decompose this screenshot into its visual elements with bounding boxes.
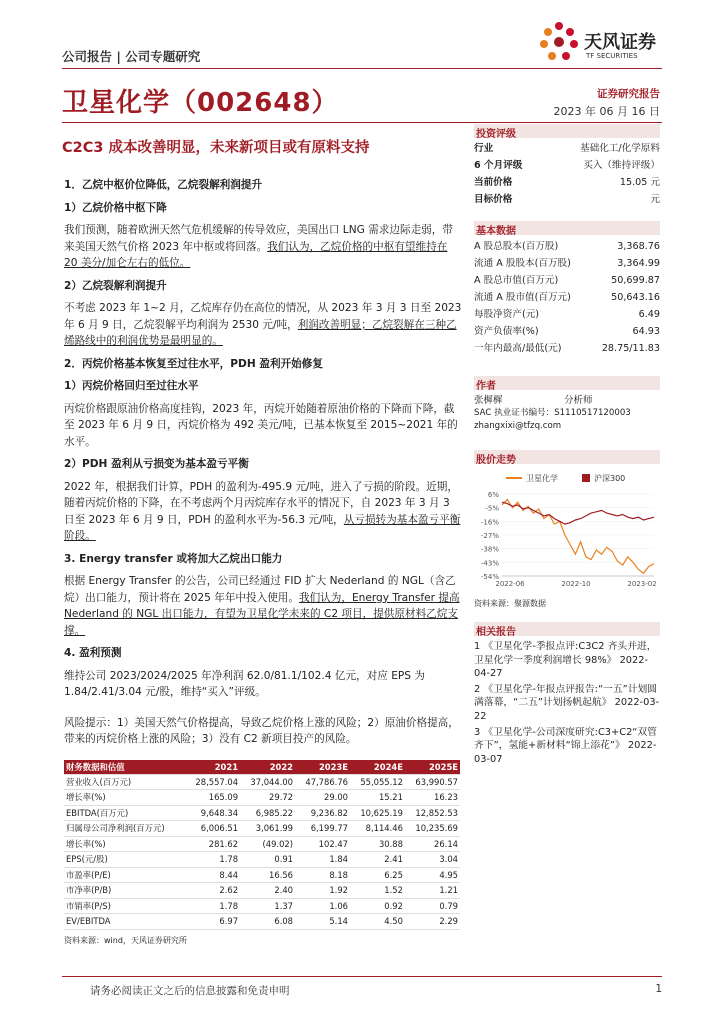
trend-title: 股价走势 <box>474 450 660 464</box>
data-row <box>474 340 660 357</box>
fin-cell: 2.62 <box>185 883 240 899</box>
row-label: 流通 A 股股本(百万股) <box>474 258 571 269</box>
fin-cell: 47,786.76 <box>295 774 350 790</box>
fin-cell: 2.29 <box>405 914 460 930</box>
data-row <box>474 140 660 157</box>
fin-cell: 10,235.69 <box>405 821 460 837</box>
data-row <box>474 323 660 340</box>
fin-cell: EPS(元/股) <box>64 852 185 868</box>
fin-header-cell: 2023E <box>295 760 350 774</box>
fin-cell: 8.44 <box>185 867 240 883</box>
author-name: 张樨樨 <box>474 395 503 406</box>
data-row <box>474 174 660 191</box>
fin-cell: 1.92 <box>295 883 350 899</box>
fin-cell: 1.78 <box>185 852 240 868</box>
row-value: 50,699.87 <box>611 275 660 286</box>
fin-cell: 8,114.46 <box>350 821 405 837</box>
paragraph: 维持公司 2023/2024/2025 年净利润 62.0/81.1/102.4 亿元，对应 EPS 为 1.84/2.41/3.04 元/股，维持“买入”评级。 <box>64 669 425 698</box>
author-sac: SAC 执业证书编号：S1110517120003 <box>474 408 631 418</box>
row-label: 每股净资产(元) <box>474 309 540 320</box>
fin-cell: EV/EBITDA <box>64 914 185 930</box>
series-line <box>502 502 654 524</box>
subsection-heading: 1）乙烷价格中枢下降 <box>64 201 167 214</box>
stock-chart <box>474 468 660 594</box>
fin-cell: EBITDA(百万元) <box>64 805 185 821</box>
report-date: 2023 年 06 月 16 日 <box>553 105 660 118</box>
x-tick-label: 2023-02 <box>627 580 657 588</box>
fin-cell: 8.18 <box>295 867 350 883</box>
paragraph: 丙烷价格跟原油价格高度挂钩，2023 年，丙烷开始随着原油价格的下降而下降，截至 2023 年 6 月 9 日，丙烷价格为 492 美元/吨，已基本恢复至 2015~2021 年的水平。 <box>64 402 458 448</box>
paragraph: 2022 年，根据我们计算，PDH 的盈利为-495.9 元/吨，进入了亏损的阶段。近期，随着丙烷价格的下降，在不考虑两个月丙烷库存水平的情况下，自 2023 年 3 月 3 日至 2023 年 6 月 9 日，PDH 的盈利水平为-56.3 元/吨，从亏损转为基本盈亏平衡阶段。 <box>64 480 461 542</box>
report-type: 证券研究报告 <box>597 88 660 100</box>
rating-title: 投资评级 <box>474 124 660 138</box>
fin-cell: 28,557.04 <box>185 774 240 790</box>
legend-label: 卫星化学 <box>526 474 558 483</box>
row-label: 目标价格 <box>474 194 513 205</box>
fin-cell: 1.06 <box>295 898 350 914</box>
author-block <box>474 394 660 433</box>
data-row <box>474 255 660 272</box>
fin-cell: 3.04 <box>405 852 460 868</box>
row-label: 资产负债率(%) <box>474 326 539 337</box>
fin-header-cell: 2025E <box>405 760 460 774</box>
company-logo <box>534 18 664 68</box>
y-tick-label: -54% <box>480 573 499 581</box>
fin-cell: 16.56 <box>240 867 295 883</box>
table-row <box>64 914 460 930</box>
row-value: 64.93 <box>632 326 660 337</box>
y-tick-label: 6% <box>487 491 499 499</box>
fin-cell: 55,055.12 <box>350 774 405 790</box>
fin-cell: 6,985.22 <box>240 805 295 821</box>
page-title: 卫星化学（002648） <box>62 88 339 118</box>
fin-cell: 5.14 <box>295 914 350 930</box>
fin-cell: 市盈率(P/E) <box>64 867 185 883</box>
y-tick-label: -43% <box>480 559 499 568</box>
report-category: 公司报告 | 公司专题研究 <box>62 49 201 64</box>
table-row <box>64 805 460 821</box>
table-row <box>64 774 460 790</box>
fin-header-cell: 2022 <box>240 760 295 774</box>
fin-cell: 1.78 <box>185 898 240 914</box>
fin-cell: 63,990.57 <box>405 774 460 790</box>
fin-cell: 9,648.34 <box>185 805 240 821</box>
row-value: 基础化工/化学原料 <box>580 143 660 154</box>
financial-table <box>64 760 460 946</box>
section-heading: 3. Energy transfer 或将加大乙烷出口能力 <box>64 552 283 565</box>
fin-cell: 281.62 <box>185 836 240 852</box>
fin-cell: 3,061.99 <box>240 821 295 837</box>
data-row <box>474 157 660 174</box>
logo-text: 天风证券 <box>584 32 656 53</box>
author-email[interactable]: zhangxixi@tfzq.com <box>474 421 562 431</box>
fin-cell: 0.91 <box>240 852 295 868</box>
logo-icon <box>534 18 584 68</box>
row-label: A 股总市值(百万元) <box>474 275 559 286</box>
row-value: 50,643.16 <box>611 292 660 303</box>
row-value: 6.49 <box>638 309 660 320</box>
row-label: 流通 A 股市值(百万元) <box>474 292 571 303</box>
fin-cell: 29.00 <box>295 790 350 806</box>
row-value: 元 <box>650 194 660 205</box>
subsection-heading: 2）PDH 盈利从亏损变为基本盈亏平衡 <box>64 458 249 470</box>
fin-cell: 26.14 <box>405 836 460 852</box>
fin-header-cell: 2021 <box>185 760 240 774</box>
fin-cell: 16.23 <box>405 790 460 806</box>
paragraph: 根据 Energy Transfer 的公告，公司已经通过 FID 扩大 Nederland 的 NGL（含乙烷）出口能力，预计将在 2025 年年中投入使用。我们认为，Energy Transfer 提高 Nederland 的 NGL 出口能力，有望为卫星化学未来的 C2 项目，提供原材料乙烷支撑。 <box>64 575 460 637</box>
row-label: A 股总股本(百万股) <box>474 241 559 252</box>
data-row <box>474 289 660 306</box>
subsection-heading: 1）丙烷价格回归至过往水平 <box>64 380 199 392</box>
table-row <box>64 836 460 852</box>
related-list <box>474 640 660 768</box>
y-tick-label: -16% <box>480 518 499 527</box>
data-row <box>474 272 660 289</box>
author-role: 分析师 <box>564 395 593 406</box>
fin-header-cell: 2024E <box>350 760 405 774</box>
title-divider <box>62 122 662 123</box>
legend-swatch <box>582 474 590 482</box>
basic-data-table <box>474 238 660 357</box>
data-row <box>474 238 660 255</box>
x-tick-label: 2022-10 <box>561 580 591 588</box>
trend-source: 资料来源：聚源数据 <box>474 599 546 608</box>
fin-cell: 0.92 <box>350 898 405 914</box>
footer-divider <box>62 976 662 977</box>
row-label: 6 个月评级 <box>474 160 523 171</box>
fin-cell: 2.41 <box>350 852 405 868</box>
fin-cell: 6,006.51 <box>185 821 240 837</box>
fin-cell: 1.84 <box>295 852 350 868</box>
fin-cell: 102.47 <box>295 836 350 852</box>
fin-cell: 2.40 <box>240 883 295 899</box>
table-row <box>64 852 460 868</box>
section-heading: 2．丙烷价格基本恢复至过往水平，PDH 盈利开始修复 <box>64 357 323 370</box>
related-title: 相关报告 <box>474 622 660 636</box>
subtitle: C2C3 成本改善明显，未来新项目或有原料支持 <box>62 140 370 156</box>
related-item[interactable]: 3 《卫星化学-公司深度研究:C3+C2“双管齐下”，氢能+新材料“锦上添花”》 2022-03-07 <box>474 726 657 765</box>
fin-cell: 增长率(%) <box>64 836 185 852</box>
page-number: 1 <box>655 983 662 995</box>
rating-table <box>474 140 660 208</box>
table-row <box>64 790 460 806</box>
row-value: 买入（维持评级） <box>583 160 660 171</box>
fin-header-cell: 财务数据和估值 <box>64 760 185 774</box>
fin-cell: 15.21 <box>350 790 405 806</box>
fin-cell: 6.08 <box>240 914 295 930</box>
paragraph: 我们预测，随着欧洲天然气危机缓解的传导效应，美国出口 LNG 需求边际走弱，带来美国天然气价格 2023 年中枢或将回落。我们认为，乙烷价格的中枢有望维持在 20 美分/加仑左右的低位。 <box>64 224 453 269</box>
row-value: 3,364.99 <box>617 258 660 269</box>
table-row <box>64 821 460 837</box>
row-label: 一年内最高/最低(元) <box>474 343 562 354</box>
risk-warning: 风险提示：1）美国天然气价格提高，导致乙烷价格上涨的风险；2）原油价格提高，带来的丙烷价格上涨的风险；3）没有 C2 新项目投产的风险。 <box>64 716 459 745</box>
section-heading: 1．乙烷中枢价位降低，乙烷裂解利润提升 <box>64 179 263 191</box>
row-value: 3,368.76 <box>617 241 660 252</box>
y-tick-label: -38% <box>480 545 499 554</box>
subsection-heading: 2）乙烷裂解利润提升 <box>64 279 167 292</box>
fin-cell: 6,199.77 <box>295 821 350 837</box>
fin-cell: 市销率(P/S) <box>64 898 185 914</box>
fin-cell: 4.50 <box>350 914 405 930</box>
fin-cell: 165.09 <box>185 790 240 806</box>
fin-cell: 10,625.19 <box>350 805 405 821</box>
related-item[interactable]: 2 《卫星化学-年报点评报告:“一五”计划圆满落幕，“二五”计划扬帆起航》 2022-03-22 <box>474 683 660 722</box>
fin-cell: 1.21 <box>405 883 460 899</box>
fin-source: 资料来源：wind，天风证券研究所 <box>64 935 187 945</box>
table-row <box>64 867 460 883</box>
main-body <box>64 177 462 748</box>
fin-cell: 增长率(%) <box>64 790 185 806</box>
row-value: 28.75/11.83 <box>601 343 660 354</box>
legend-label: 沪深300 <box>594 474 626 483</box>
fin-cell: 1.52 <box>350 883 405 899</box>
section-heading: 4. 盈利预测 <box>64 647 122 659</box>
paragraph: 不考虑 2023 年 1~2 月，乙烷库存仍在高位的情况，从 2023 年 3 月 3 日至 2023 年 6 月 9 日，乙烷裂解平均利润为 2530 元/吨，利润改善明显；乙烷裂解在三种乙烯路线中的利润优势是最明显的。 <box>64 302 462 347</box>
fin-cell: 12,852.53 <box>405 805 460 821</box>
row-label: 当前价格 <box>474 177 513 188</box>
y-tick-label: -27% <box>480 532 499 540</box>
fin-cell: 9,236.82 <box>295 805 350 821</box>
fin-cell: 30.88 <box>350 836 405 852</box>
fin-cell: 营业收入(百万元) <box>64 774 185 790</box>
fin-cell: 市净率(P/B) <box>64 883 185 899</box>
fin-cell: 6.25 <box>350 867 405 883</box>
data-row <box>474 191 660 208</box>
fin-cell: 归属母公司净利润(百万元) <box>64 821 185 837</box>
row-label: 行业 <box>474 143 494 154</box>
stock-chart-svg <box>474 468 660 594</box>
disclaimer: 请务必阅读正文之后的信息披露和免责申明 <box>90 985 290 997</box>
fin-cell: 6.97 <box>185 914 240 930</box>
fin-cell: 29.72 <box>240 790 295 806</box>
related-item[interactable]: 1 《卫星化学-季报点评:C3C2 齐头并进，卫星化学一季度利润增长 98%》 2022-04-27 <box>474 641 657 680</box>
fin-cell: 37,044.00 <box>240 774 295 790</box>
table-row <box>64 898 460 914</box>
fin-cell: 4.95 <box>405 867 460 883</box>
basic-data-title: 基本数据 <box>474 221 660 235</box>
x-tick-label: 2022-06 <box>495 580 525 588</box>
logo-en: TF SECURITIES <box>586 52 638 60</box>
data-row <box>474 306 660 323</box>
header-divider <box>62 68 662 69</box>
table-row <box>64 883 460 899</box>
fin-cell: 1.37 <box>240 898 295 914</box>
row-value: 15.05 元 <box>619 177 660 188</box>
author-title: 作者 <box>474 376 660 390</box>
y-tick-label: -5% <box>485 504 499 513</box>
fin-cell: (49.02) <box>240 836 295 852</box>
fin-cell: 0.79 <box>405 898 460 914</box>
